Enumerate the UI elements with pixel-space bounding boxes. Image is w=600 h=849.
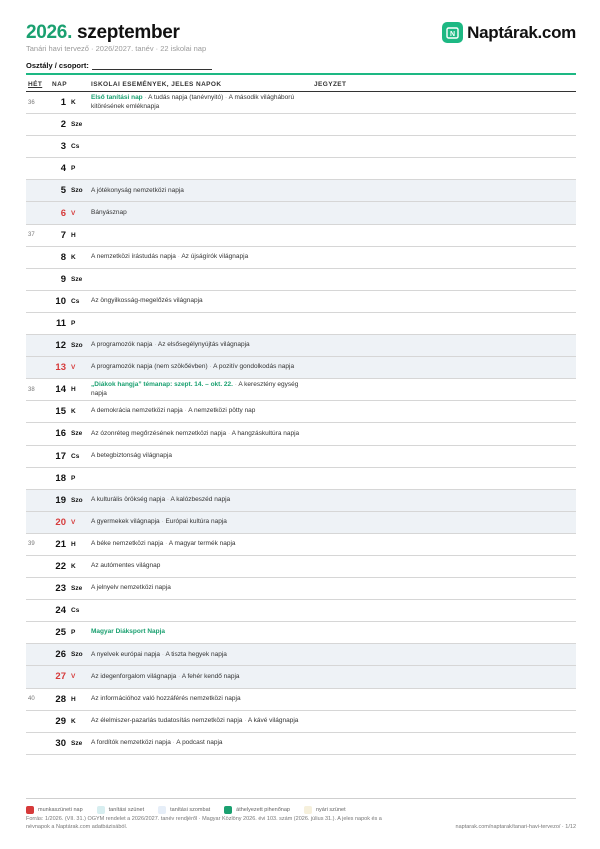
page-title bbox=[26, 22, 180, 44]
col-week: HÉT bbox=[28, 81, 43, 88]
week-number: 40 bbox=[28, 696, 35, 703]
logo-text: Naptárak.com bbox=[467, 22, 576, 42]
day-of-week: Sze bbox=[71, 739, 83, 747]
calendar-row bbox=[26, 578, 576, 600]
day-number: 20 bbox=[55, 516, 66, 528]
calendar-row bbox=[26, 357, 576, 379]
calendar-row bbox=[26, 600, 576, 622]
observance: A második világháború kitörésének emléknapja bbox=[91, 93, 295, 110]
legend-label: tanítási szünet bbox=[108, 807, 145, 813]
legend-item bbox=[26, 806, 83, 814]
day-of-week: Sze bbox=[71, 275, 83, 283]
events-cell bbox=[91, 180, 313, 201]
observance: Bányásznap bbox=[91, 208, 127, 216]
calendar-row bbox=[26, 291, 576, 313]
day-of-week: Szo bbox=[71, 342, 83, 350]
observance: A programozók napja bbox=[91, 341, 153, 349]
calendar-row bbox=[26, 468, 576, 490]
events-cell: „Diákok hangja” témanap: szept. 14. – okt. 22. · A keresztény egység napja bbox=[91, 381, 299, 397]
day-of-week: Cs bbox=[71, 143, 80, 151]
calendar-row bbox=[26, 556, 576, 578]
legend-swatch bbox=[224, 806, 232, 814]
events-cell: A béke nemzetközi napja · A magyar termék napja bbox=[91, 540, 236, 548]
observance: A béke nemzetközi napja bbox=[91, 540, 164, 548]
calendar-row bbox=[26, 202, 576, 224]
legend-swatch bbox=[26, 806, 34, 814]
col-notes: JEGYZET bbox=[314, 81, 347, 88]
day-of-week: V bbox=[71, 364, 76, 372]
observance: A tudás napja (tanévnyitó) bbox=[148, 93, 224, 101]
day-of-week: Sze bbox=[71, 121, 83, 129]
observance: A keresztény egység napja bbox=[91, 381, 299, 397]
calendar-row bbox=[26, 490, 576, 512]
table-header bbox=[26, 78, 576, 92]
page-info: naptarak.com/naptarak/tanari-havi-tervezo/ · 1/12 bbox=[455, 824, 576, 830]
observance: Az élelmiszer-pazarlás tudatosítás nemzetközi napja bbox=[91, 716, 243, 724]
day-number: 6 bbox=[60, 207, 66, 219]
calendar-row bbox=[26, 423, 576, 445]
day-number: 10 bbox=[55, 295, 66, 307]
observance: Az ózonréteg megőrzésének nemzetközi napja bbox=[91, 429, 227, 437]
observance: Európai kultúra napja bbox=[165, 517, 227, 525]
events-cell bbox=[91, 202, 313, 223]
calendar-row bbox=[26, 446, 576, 468]
calendar-row bbox=[26, 92, 576, 114]
school-event: Magyar Diáksport Napja bbox=[91, 628, 166, 636]
observance: A jótékonyság nemzetközi napja bbox=[91, 186, 184, 194]
legend-label: nyári szünet bbox=[315, 807, 346, 813]
observance: Az öngyilkosság-megelőzés világnapja bbox=[91, 297, 203, 304]
observance: A demokrácia nemzetközi napja bbox=[91, 407, 183, 415]
observance: A fordítók nemzetközi napja bbox=[91, 738, 171, 746]
day-number: 25 bbox=[55, 627, 66, 639]
observance: A kávé világnapja bbox=[247, 716, 299, 724]
legend-label: munkaszüneti nap bbox=[38, 807, 83, 813]
header bbox=[26, 0, 576, 56]
day-of-week: V bbox=[71, 209, 76, 217]
day-number: 17 bbox=[55, 450, 66, 462]
source-note: Forrás: 1/2026. (VII. 31.) OGYM rendelet a 2026/2027. tanév rendjéről · Magyar Közlöny 2026. évi 103. szám (2026. július 31.). A jeles napok és a névnapok a Naptárak.com adatbázisából. bbox=[26, 816, 382, 830]
logo-icon bbox=[442, 22, 463, 43]
calendar-row bbox=[26, 313, 576, 335]
page-subtitle: Tanári havi tervező · 2026/2027. tanév · 22 iskolai nap bbox=[26, 44, 207, 53]
day-of-week: Sze bbox=[71, 585, 83, 593]
day-of-week: P bbox=[71, 165, 76, 173]
day-number: 5 bbox=[60, 185, 66, 197]
day-number: 11 bbox=[55, 317, 66, 329]
events-cell: A programozók napja · Az elsősegélynyújtás világnapja bbox=[91, 341, 250, 349]
day-of-week: V bbox=[71, 673, 76, 681]
day-number: 12 bbox=[55, 340, 66, 352]
day-number: 1 bbox=[60, 97, 66, 109]
observance: A betegbiztonság világnapja bbox=[91, 451, 172, 459]
events-cell bbox=[91, 269, 313, 290]
day-number: 29 bbox=[55, 715, 66, 727]
day-of-week: H bbox=[71, 695, 76, 703]
calendar-row bbox=[26, 225, 576, 247]
day-number: 7 bbox=[60, 229, 66, 241]
day-number: 28 bbox=[55, 693, 66, 705]
calendar-row bbox=[26, 534, 576, 556]
day-number: 27 bbox=[55, 671, 66, 683]
svg-text:N: N bbox=[450, 31, 456, 39]
events-cell bbox=[91, 578, 313, 599]
day-of-week: H bbox=[71, 386, 76, 394]
observance: A magyar termék napja bbox=[168, 540, 236, 548]
events-cell bbox=[91, 689, 313, 710]
day-number: 15 bbox=[55, 406, 66, 418]
day-of-week: K bbox=[71, 99, 76, 107]
class-field bbox=[26, 60, 212, 70]
legend-label: tanítási szombat bbox=[170, 807, 211, 813]
legend-item bbox=[97, 806, 144, 814]
day-of-week: Cs bbox=[71, 607, 80, 615]
events-cell bbox=[91, 225, 313, 246]
events-cell bbox=[91, 158, 313, 179]
calendar-row bbox=[26, 644, 576, 666]
events-cell: A kulturális örökség napja · A kalózbeszéd napja bbox=[91, 495, 231, 503]
calendar-row bbox=[26, 136, 576, 158]
class-input-line[interactable] bbox=[92, 60, 212, 70]
brand-logo[interactable] bbox=[442, 22, 576, 43]
calendar-row bbox=[26, 689, 576, 711]
day-number: 18 bbox=[55, 472, 66, 484]
observance: Az újságírók világnapja bbox=[181, 252, 249, 260]
day-of-week: K bbox=[71, 408, 76, 416]
events-cell bbox=[91, 114, 313, 135]
events-cell: Az idegenforgalom világnapja · A fehér kendő napja bbox=[91, 672, 240, 680]
day-number: 4 bbox=[60, 163, 66, 175]
calendar-row bbox=[26, 158, 576, 180]
observance: A jelnyelv nemzetközi napja bbox=[91, 584, 171, 592]
day-number: 26 bbox=[55, 649, 66, 661]
events-cell bbox=[91, 468, 313, 489]
legend bbox=[26, 806, 346, 814]
calendar-row bbox=[26, 666, 576, 688]
day-number: 22 bbox=[55, 561, 66, 573]
day-of-week: K bbox=[71, 563, 76, 571]
calendar-row bbox=[26, 114, 576, 136]
calendar-row bbox=[26, 711, 576, 733]
day-of-week: K bbox=[71, 253, 76, 261]
legend-label: áthelyezett pihenőnap bbox=[236, 807, 290, 813]
observance: A gyermekek világnapja bbox=[91, 517, 160, 525]
calendar-row bbox=[26, 401, 576, 423]
day-of-week: Sze bbox=[71, 430, 83, 438]
school-event: „Diákok hangja” témanap: szept. 14. – okt. 22. bbox=[91, 381, 233, 388]
week-number: 37 bbox=[28, 232, 35, 239]
day-number: 16 bbox=[55, 428, 66, 440]
observance: A pozitív gondolkodás napja bbox=[213, 363, 295, 371]
legend-item bbox=[224, 806, 290, 814]
col-day: NAP bbox=[52, 81, 67, 88]
week-number: 39 bbox=[28, 541, 35, 548]
observance: A nemzetközi pötty nap bbox=[188, 407, 256, 415]
calendar-row bbox=[26, 335, 576, 357]
events-cell bbox=[91, 622, 313, 643]
calendar-row bbox=[26, 247, 576, 269]
events-cell bbox=[91, 556, 313, 577]
calendar-table bbox=[26, 92, 576, 755]
day-of-week: Cs bbox=[71, 297, 80, 305]
logo-calendar-icon bbox=[446, 26, 459, 39]
title-year: 2026. bbox=[26, 22, 73, 43]
observance: A programozók napja (nem szökőévben) bbox=[91, 363, 208, 371]
events-cell: A programozók napja (nem szökőévben) · A pozitív gondolkodás napja bbox=[91, 363, 295, 371]
observance: A hangzáskultúra napja bbox=[231, 429, 300, 437]
day-number: 3 bbox=[60, 141, 66, 153]
events-cell: Az élelmiszer-pazarlás tudatosítás nemzetközi napja · A kávé világnapja bbox=[91, 716, 299, 724]
week-number: 38 bbox=[28, 386, 35, 393]
title-month: szeptember bbox=[77, 22, 180, 43]
legend-swatch bbox=[97, 806, 105, 814]
events-cell: Első tanítási nap · A tudás napja (tanévnyitó) · A második világháború kitörésének emléknapja bbox=[91, 93, 295, 110]
events-cell: A nyelvek európai napja · A tiszta hegyek napja bbox=[91, 650, 227, 658]
day-number: 13 bbox=[55, 362, 66, 374]
calendar-row bbox=[26, 733, 576, 755]
observance: A nyelvek európai napja bbox=[91, 650, 161, 658]
observance: A tiszta hegyek napja bbox=[165, 650, 227, 658]
day-number: 14 bbox=[55, 384, 66, 396]
observance: A kalózbeszéd napja bbox=[170, 495, 231, 503]
observance: Az idegenforgalom világnapja bbox=[91, 672, 177, 680]
events-cell bbox=[91, 313, 313, 334]
day-of-week: V bbox=[71, 518, 76, 526]
events-cell bbox=[91, 136, 313, 157]
day-of-week: H bbox=[71, 540, 76, 548]
observance: Az információhoz való hozzáférés nemzetközi napja bbox=[91, 694, 241, 702]
page bbox=[26, 0, 576, 830]
day-number: 8 bbox=[60, 251, 66, 263]
day-number: 24 bbox=[55, 605, 66, 617]
day-of-week: Cs bbox=[71, 452, 80, 460]
events-cell: A fordítók nemzetközi napja · A podcast napja bbox=[91, 738, 223, 746]
day-of-week: P bbox=[71, 319, 76, 327]
legend-item bbox=[304, 806, 346, 814]
day-of-week: P bbox=[71, 629, 76, 637]
legend-swatch bbox=[304, 806, 312, 814]
legend-swatch bbox=[158, 806, 166, 814]
day-number: 9 bbox=[60, 273, 66, 285]
observance: Az elsősegélynyújtás világnapja bbox=[157, 341, 250, 349]
day-number: 2 bbox=[60, 119, 66, 131]
events-cell: Az ózonréteg megőrzésének nemzetközi napja · A hangzáskultúra napja bbox=[91, 429, 300, 437]
events-cell bbox=[91, 600, 313, 621]
day-number: 21 bbox=[55, 538, 66, 550]
calendar-row bbox=[26, 180, 576, 202]
day-number: 30 bbox=[55, 737, 66, 749]
events-cell: A demokrácia nemzetközi napja · A nemzetközi pötty nap bbox=[91, 407, 256, 415]
events-cell: A nemzetközi írástudás napja · Az újságírók világnapja bbox=[91, 252, 249, 260]
col-events: ISKOLAI ESEMÉNYEK, JELES NAPOK bbox=[91, 81, 222, 88]
observance: A kulturális örökség napja bbox=[91, 495, 166, 503]
events-cell bbox=[91, 446, 313, 467]
class-label: Osztály / csoport: bbox=[26, 61, 89, 70]
observance: A fehér kendő napja bbox=[181, 672, 240, 680]
day-number: 19 bbox=[55, 494, 66, 506]
school-event: Első tanítási nap bbox=[91, 93, 143, 101]
header-divider bbox=[26, 73, 576, 75]
week-number: 36 bbox=[28, 99, 35, 106]
calendar-row bbox=[26, 512, 576, 534]
events-cell bbox=[91, 291, 313, 312]
calendar-row bbox=[26, 269, 576, 291]
day-of-week: Szo bbox=[71, 187, 83, 195]
observance: A nemzetközi írástudás napja bbox=[91, 252, 176, 260]
legend-item bbox=[158, 806, 210, 814]
day-of-week: Szo bbox=[71, 496, 83, 504]
day-of-week: Szo bbox=[71, 651, 83, 659]
day-of-week: K bbox=[71, 717, 76, 725]
day-number: 23 bbox=[55, 583, 66, 595]
calendar-row bbox=[26, 622, 576, 644]
observance: Az autómentes világnap bbox=[91, 562, 161, 570]
day-of-week: P bbox=[71, 474, 76, 482]
day-of-week: H bbox=[71, 231, 76, 239]
footer-divider bbox=[26, 798, 576, 799]
observance: A podcast napja bbox=[176, 738, 223, 746]
calendar-row bbox=[26, 379, 576, 401]
events-cell: A gyermekek világnapja · Európai kultúra napja bbox=[91, 517, 227, 525]
